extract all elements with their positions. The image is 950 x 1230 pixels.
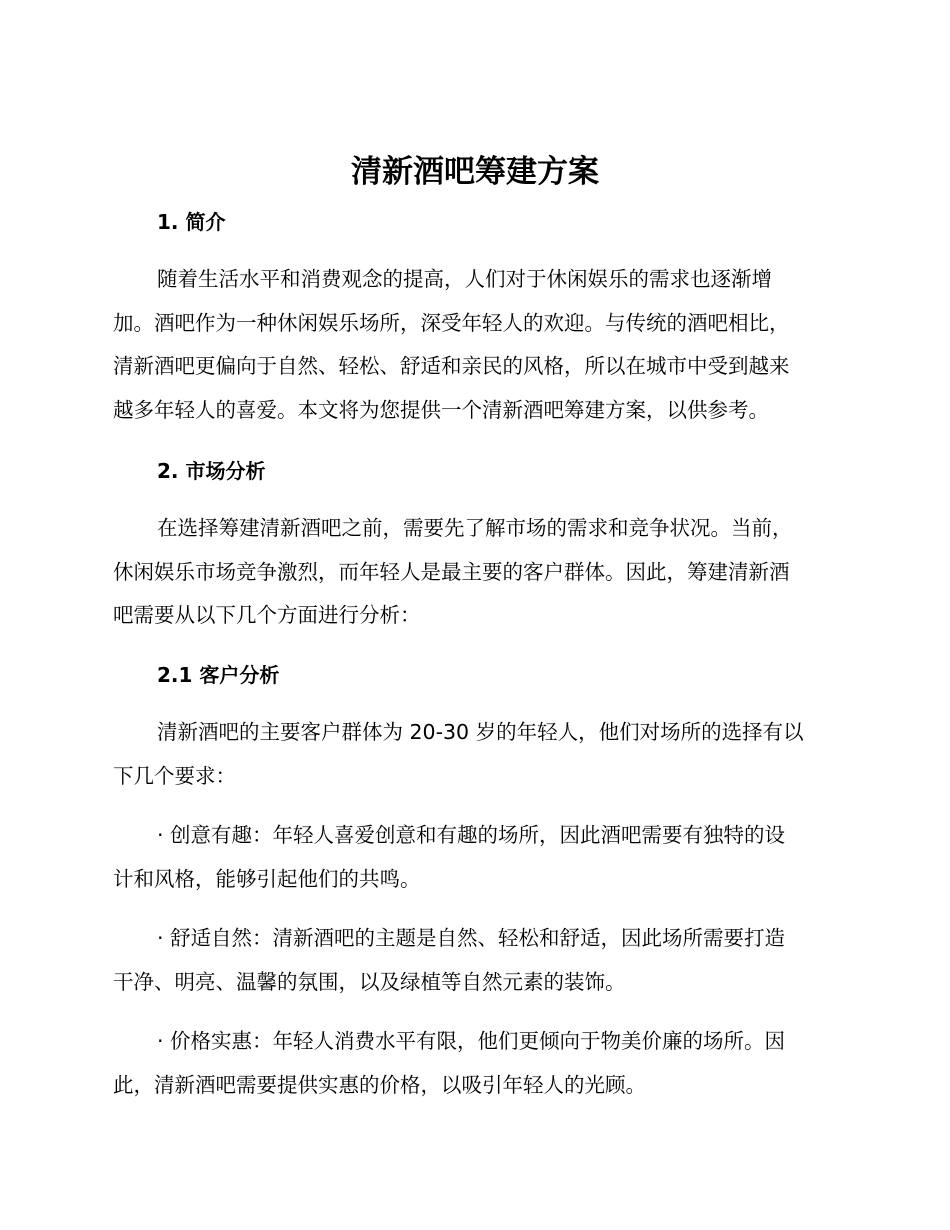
paragraph-customer-intro <box>113 711 833 798</box>
bullet-item-creative <box>113 814 833 901</box>
section-heading-intro: 1. 简介 <box>157 210 226 234</box>
paragraph-line: 加。酒吧作为一种休闲娱乐场所，深受年轻人的欢迎。与传统的酒吧相比， <box>113 310 790 335</box>
bullet-item-comfort <box>113 917 833 1004</box>
section-heading-market-analysis: 2. 市场分析 <box>157 459 266 483</box>
paragraph-line: 在选择筹建清新酒吧之前，需要先了解市场的需求和竞争状况。当前， <box>157 516 793 540</box>
paragraph-line: 此，清新酒吧需要提供实惠的价格，以吸引年轻人的光顾。 <box>113 1072 646 1097</box>
paragraph-line: · 创意有趣：年轻人喜爱创意和有趣的场所，因此酒吧需要有独特的设 <box>157 823 786 847</box>
paragraph-line: 计和风格，能够引起他们的共鸣。 <box>113 866 421 891</box>
paragraph-line: 越多年轻人的喜爱。本文将为您提供一个清新酒吧筹建方案，以供参考。 <box>113 397 769 422</box>
section-heading-customer-analysis: 2.1 客户分析 <box>157 663 280 687</box>
paragraph-line: 休闲娱乐市场竞争激烈，而年轻人是最主要的客户群体。因此，筹建清新酒 <box>113 559 790 584</box>
paragraph-line: · 舒适自然：清新酒吧的主题是自然、轻松和舒适，因此场所需要打造 <box>157 926 786 950</box>
bullet-item-price <box>113 1020 833 1107</box>
paragraph-line: 清新酒吧更偏向于自然、轻松、舒适和亲民的风格，所以在城市中受到越来 <box>113 354 790 378</box>
paragraph-line: 吧需要从以下几个方面进行分析： <box>113 603 421 627</box>
paragraph-line: 干净、明亮、温馨的氛围，以及绿植等自然元素的装饰。 <box>113 969 626 994</box>
paragraph-line: 下几个要求： <box>113 763 236 788</box>
paragraph-line: 清新酒吧的主要客户群体为 20-30 岁的年轻人，他们对场所的选择有以 <box>157 720 804 744</box>
paragraph-market-analysis <box>113 507 833 638</box>
paragraph-line: · 价格实惠：年轻人消费水平有限，他们更倾向于物美价廉的场所。因 <box>157 1029 786 1053</box>
paragraph-line: 随着生活水平和消费观念的提高，人们对于休闲娱乐的需求也逐渐增 <box>157 267 772 291</box>
document-title: 清新酒吧筹建方案 <box>351 154 599 190</box>
paragraph-intro <box>113 258 833 432</box>
